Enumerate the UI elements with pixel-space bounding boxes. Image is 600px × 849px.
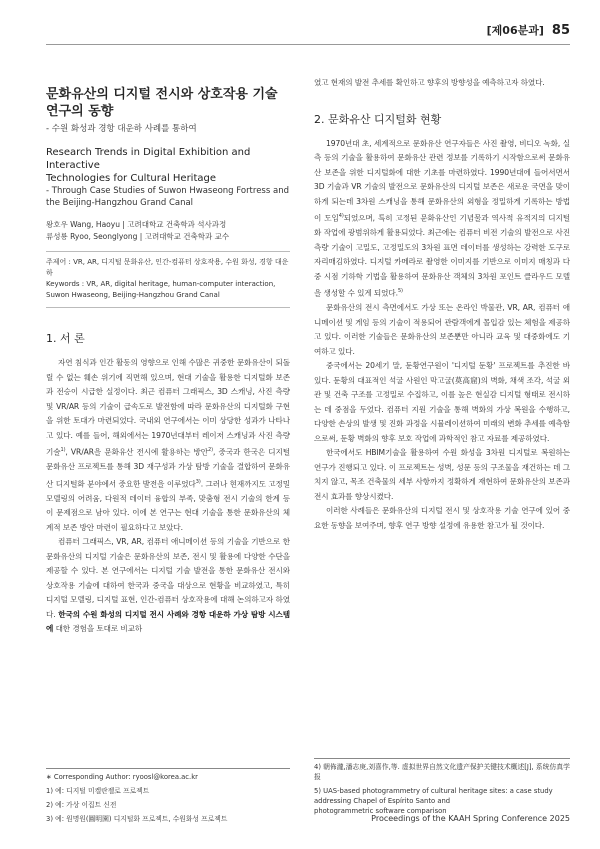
continued-paragraph: 였고 현재의 발전 추세를 확인하고 향후의 방향성을 예측하고자 하였다.	[314, 78, 545, 87]
paper-title	[46, 86, 290, 120]
header-rule	[46, 44, 570, 45]
section-label: [제06분과]	[486, 24, 544, 37]
section-2-heading: 2. 문화유산 디지털화 현황	[314, 112, 442, 126]
page-header	[487, 22, 570, 38]
footnote-corresponding: ∗ Corresponding Author: ryoosl@korea.ac.kr	[46, 773, 198, 781]
footnote-1: 1) 예: 디지털 미켈란젤로 프로젝트	[46, 787, 150, 795]
keywords-box	[46, 251, 290, 308]
left-column	[46, 86, 290, 637]
footnote-5: 5) UAS-based photogrammetry of cultural heritage sites: a case study addressing Chapel of Espírito Santo and photogrammetric software comparison	[314, 787, 553, 815]
english-title	[46, 146, 290, 185]
footnote-4: 4) 朝佈瀧,潘志庚,刘喜作,等. 虚拟世界自然文化遗产保护关键技术概述[J], 系统仿真学报	[314, 763, 570, 781]
en-sub-line-2: the Beijing-Hangzhou Grand Canal	[46, 198, 194, 208]
footnote-2: 2) 예: 가상 이집트 신전	[46, 801, 117, 809]
emphasis-text: 한국의 수원 화성의 디지털 전시 사례와 경항 대운하 가상 탐방 시스템에	[46, 609, 291, 634]
intro-paragraph-2: 컴퓨터 그래픽스, VR, AR, 컴퓨터 애니메이션 등의 기술을 기반으로 한 문화유산의 디지털 기술은 문화유산의 보존, 전시 및 활용에 다양한 수단을 제공할 수 있다. 본 연구에서는 디지털 기술 발전을 통한 문화유산 전시와 상호작용 기술에 대하여 한국과 중국을 대상으로 현황을 비교하였고, 특히 디지털 모델링, 디지털 표현, 인간-컴퓨터 상호작용에 대해 논의하고자 하였다. 한국의 수원 화성의 디지털 전시 사례와 경항 대운하 가상 탐방 시스템에 대한 경험을 토대로 비교하	[46, 537, 291, 634]
footnote-rule-right	[314, 758, 570, 759]
author-2: 류성룡 Ryoo, Seonglyong | 고려대학교 건축학과 교수	[46, 232, 230, 241]
title-line-1: 문화유산의 디지털 전시와 상호작용 기술	[46, 87, 278, 102]
section-2-paragraph-5: 이러한 사례들은 문화유산의 디지털 전시 및 상호작용 기술 연구에 있어 중요한 동향을 보여주며, 향후 연구 방향 설정에 유용한 참고가 될 것이다.	[314, 506, 570, 530]
keywords-korean: 주제어 : VR, AR, 디지털 문화유산, 인간-컴퓨터 상호작용, 수원 화성, 경항 대운하	[46, 258, 289, 277]
page-footer: Proceedings of the KAAH Spring Conference 2025	[371, 814, 570, 823]
page-number: 85	[551, 23, 570, 38]
intro-paragraph-1: 자연 침식과 인간 활동의 영향으로 인해 수많은 귀중한 문화유산이 되돌릴 수 없는 훼손 위기에 직면해 있으며, 현대 기술을 활용한 디지털화 보존과 전승이 시급한 실정이다. 최근 컴퓨터 그래픽스, 3D 스캐닝, 사진 측량 및 VR/AR 등의 기술이 급속도로 발전함에 따라 문화유산의 디지털화 구현을 위한 토대가 마련되었다. 국내외 연구에서는 이미 상당한 성과가 나타나고 있다. 예를 들어, 해외에서는 1970년대부터 레이저 스캐닝과 사진 측량 기술$^{1)}$, VR/AR을 문화유산 전시에 활용하는 방안$^{2)}$, 중국과 한국은 디지털 문화유산 프로젝트를 통해 3D 재구성과 가상 탐방 기술을 결합하여 문화유산 디지털화 분야에서 중요한 발전을 이루었다$^{3)}$. 그러나 현재까지도 고정밀 모델링의 어려움, 다원적 데이터 융합의 부족, 맞춤형 전시 기술의 한계 등이 문제점으로 남아 있다. 이에 본 연구는 현대 기술을 통한 문화유산의 체계적 보존 방안 마련이 필요하다고 보았다.	[46, 358, 290, 532]
section-2-paragraph-3: 중국에서는 20세기 말, 둔황연구원이 '디지털 둔황' 프로젝트를 추진한 바 있다. 둔황의 대표적인 석굴 사원인 막고굴(莫高窟)의 벽화, 채색 조각, 석굴 외관 및 건축 구조를 고정밀로 수집하고, 이를 높은 현실감 디지털 형태로 전시하는 데 중점을 두었다. 컴퓨터 지원 기술을 통해 벽화의 가상 복원을 수행하고, 다양한 손상의 발생 및 진화 과정을 시뮬레이션하여 미래의 변화 추세를 예측함으로써, 둔황 벽화의 향후 보호 작업에 과학적인 참고 자료를 제공하였다.	[314, 361, 570, 443]
keywords-english: Keywords : VR, AR, digital heritage, human-computer interaction, Suwon Hwaseong, Beijing-Hangzhou Grand Canal	[46, 280, 276, 299]
section-2-paragraph-4: 한국에서도 HBIM기술을 활용하여 수원 화성을 3차원 디지털로 복원하는 연구가 진행되고 있다. 이 프로젝트는 성벽, 성문 등의 구조물을 재건하는 데 그치지 않고, 목조 건축물의 세부 사항까지 정확하게 재현하여 문화유산의 보존과 전시 효과를 향상시켰다.	[314, 448, 570, 501]
title-line-2: 연구의 동향	[46, 104, 114, 119]
footnote-3: 3) 예: 원명원(圓明園) 디지털화 프로젝트, 수원화성 프로젝트	[46, 815, 228, 823]
right-column	[314, 76, 570, 533]
section-2-paragraph-2: 문화유산의 전시 측면에서도 가상 또는 온라인 박물관, VR, AR, 컴퓨터 애니메이션 및 게임 등의 기술이 적용되어 관람객에게 몰입감 있는 체험을 제공하고 있다. 이러한 기술들은 문화유산의 보존뿐만 아니라 교육 및 대중화에도 기여하고 있다.	[314, 303, 570, 356]
section-2-paragraph-1: 1970년대 초, 세계적으로 문화유산 연구자들은 사진 촬영, 비디오 녹화, 실측 등의 기술을 활용하여 문화유산 관련 정보를 기록하기 시작함으로써 문화유산 보존을 위한 디지털화에 대한 기초를 마련하였다. 1990년대에 들어서면서 3D 기술과 VR 기술의 발전으로 문화유산의 디지털 보존은 새로운 국면을 맞이하게 되는데 3차원 스캐닝을 통해 문화유산의 외형을 정밀하게 기록하는 방법이 도입$^{4)}$되었으며, 특히 고정된 문화유산인 기념물과 역사적 유적지의 디지털화 작업에 광범위하게 활용되었다. 최근에는 컴퓨터 비전 기술의 발전으로 사진측량 기술이 고밀도, 고정밀도의 3차원 표면 데이터를 생성하는 강력한 도구로 자리매김하였다. 디지털 카메라로 촬영한 이미지를 기반으로 이미지 매칭과 다중 시점 기하학 기법을 활용하여 문화유산 객체의 3차원 포인트 클라우드 모델을 생성할 수 있게 되었다.$^{5)}$	[314, 138, 570, 298]
footnote-rule-left	[46, 768, 290, 769]
english-subtitle	[46, 185, 290, 209]
paper-subtitle: - 수원 화성과 경항 대운하 사례를 통하여	[46, 124, 197, 134]
en-title-line-2: Technologies for Cultural Heritage	[46, 173, 217, 184]
en-sub-line-1: - Through Case Studies of Suwon Hwaseong Fortress and	[46, 186, 289, 196]
section-1-heading: 1. 서 론	[46, 332, 85, 345]
author-1: 왕호우 Wang, Haoyu | 고려대학교 건축학과 석사과정	[46, 220, 227, 229]
en-title-line-1: Research Trends in Digital Exhibition and Interactive	[46, 147, 251, 171]
